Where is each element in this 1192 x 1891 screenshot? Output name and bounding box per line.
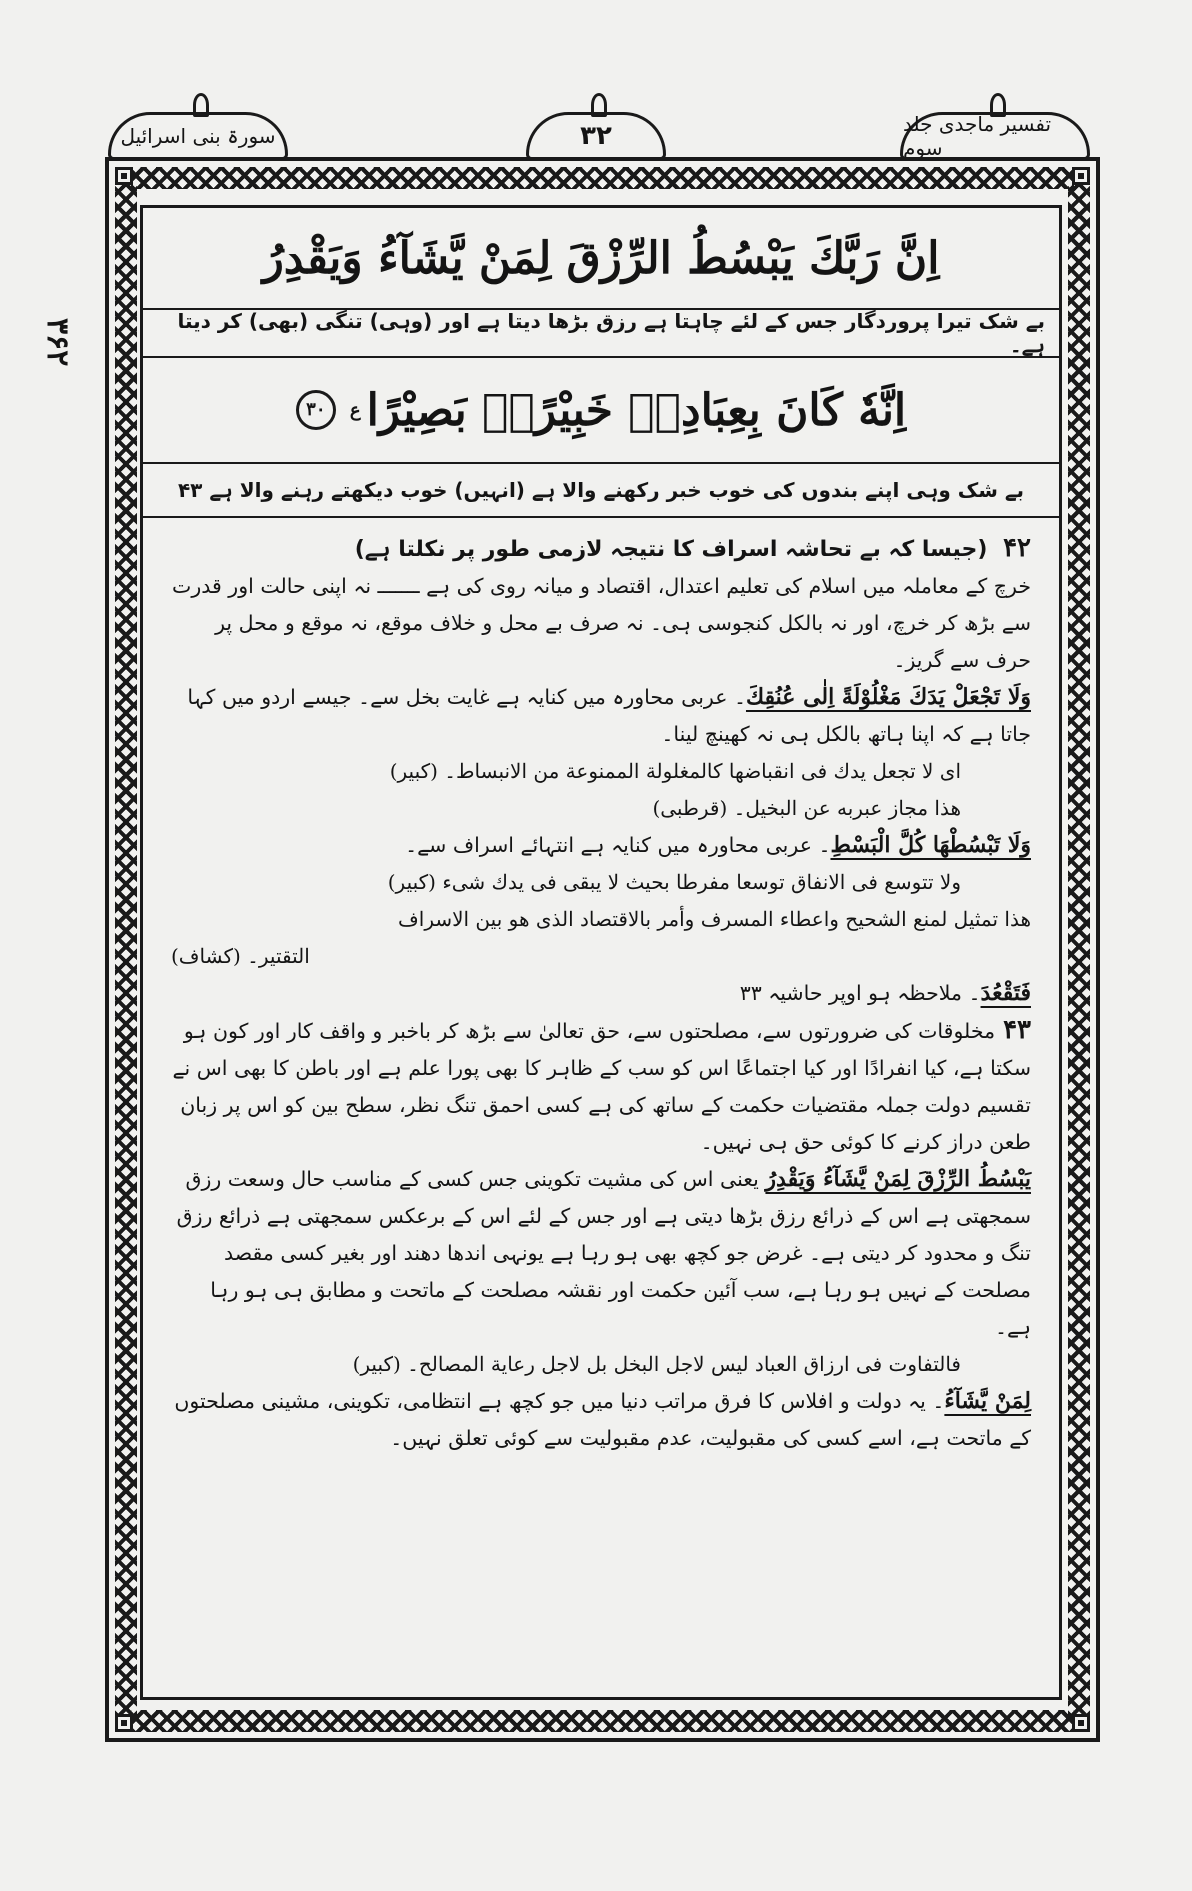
quran-phrase: فَتَقْعُدَ	[980, 980, 1031, 1006]
commentary-paragraph	[171, 1161, 1031, 1346]
commentary-text: ۔ عربی محاورہ میں کنایہ ہے غایت بخل سے۔ جیسے اردو میں کہا جاتا ہے کہ اپنا ہاتھ بالکل ہی نہ کھینچ لینا۔	[187, 685, 1031, 746]
verse-arabic	[143, 358, 1059, 464]
page-number: ۳۲	[580, 121, 612, 151]
commentary-text: ۔ ملاحظہ ہو اوپر حاشیہ ۳۳	[739, 981, 981, 1005]
commentary-paragraph	[171, 827, 1031, 864]
page-number-cartouche	[526, 112, 666, 160]
verse-arabic-text: اِنَّهٗ كَانَ بِعِبَادِهٖ خَبِيْرًاۢ بَصِيْرًا	[366, 384, 907, 436]
corner-ornament	[115, 1714, 133, 1732]
verse-number-badge: ۳۰	[296, 390, 336, 430]
verse-arabic-text: اِنَّ رَبَّكَ يَبْسُطُ الرِّزْقَ لِمَنْ يَّشَآءُ وَيَقْدِرُ	[262, 232, 940, 284]
commentary-paragraph: خرچ کے معاملہ میں اسلام کی تعلیم اعتدال، اقتصاد و میانہ روی کی ہے ـــــــ نہ اپنی حالت اور قدرت سے بڑھ کر خرچ، اور نہ بالکل کنجوسی ہی۔ نہ صرف بے محل و خلاف موقع، نہ موقع و محل پر حرف سے گریز۔	[172, 574, 1031, 672]
commentary-text: ۔ یہ دولت و افلاس کا فرق مراتب دنیا میں جو کچھ ہے انتظامی، تکوینی، مشینی مصلحتوں کے ماتحت ہے، اسے کسی کی مقبولیت، عدم مقبولیت سے کوئی تعلق نہیں۔	[174, 1389, 1031, 1450]
arabic-citation: ولا تتوسع فی الانفاق توسعا مفرطا بحیث لا یبقی فی یدك شیء (کبیر)	[387, 870, 961, 894]
commentary-paragraph	[171, 975, 1031, 1012]
quran-phrase: يَبْسُطُ الرِّزْقَ لِمَنْ يَّشَآءُ وَيَقْدِرُ	[765, 1166, 1031, 1192]
arabic-citation: ھذا تمثیل لمنع الشحیح واعطاء المسرف وأمر بالاقتصاد الذی ھو بین الاسراف	[398, 907, 1031, 931]
surah-name: سورۃ بنی اسرائیل	[120, 124, 276, 148]
note-heading-text: (جیسا کہ بے تحاشہ اسراف کا نتیجہ لازمی طور پر نکلتا ہے)	[354, 537, 988, 562]
verse-translation-text: بے شک وہی اپنے بندوں کی خوب خبر رکھنے والا ہے (انہیں) خوب دیکھتے رہنے والا ہے ۴۳	[177, 478, 1025, 502]
border-chain-left	[115, 183, 137, 1716]
quran-phrase: لِمَنْ يَّشَآءُ	[944, 1388, 1031, 1414]
page-content	[140, 205, 1062, 1700]
arabic-citation: فالتفاوت فی ارزاق العباد لیس لاجل البخل بل لاجل رعایة المصالح۔ (کبیر)	[352, 1352, 961, 1376]
commentary-paragraph	[171, 1383, 1031, 1457]
side-page-number: ۳۶۲	[40, 318, 75, 367]
commentary-text: مخلوقات کی ضرورتوں سے، مصلحتوں سے، حق تعالیٰ سے بڑھ کر باخبر و واقف کار اور کون ہو سکتا ہے، کیا انفرادًا اور کیا اجتماعًا اس کو سب کے ظاہر کا بھی پورا علم ہے اور باطن کا بھی اس نے تقسیم دولت جملہ مقتضیات حکمت کے ساتھ کی ہے کسی احمق تنگ نظر، سطح بین کو اس پر زبان طعن دراز کرنے کا کوئی حق ہی نہیں۔	[172, 1019, 1031, 1154]
corner-ornament	[115, 167, 133, 185]
arabic-citation: ھذا مجاز عبربه عن البخیل۔ (قرطبی)	[652, 796, 961, 820]
surah-name-cartouche	[108, 112, 288, 160]
commentary-text: ۔ عربی محاورہ میں کنایہ ہے انتہائے اسراف سے۔	[405, 833, 831, 857]
note-number: ۴۳	[1003, 1015, 1031, 1045]
commentary-paragraph	[171, 679, 1031, 753]
commentary-text: یعنی اس کی مشیت تکوینی جس کسی کے مناسب حال وسعت رزق سمجھتی ہے اس کے ذرائع رزق بڑھا دیتی ہے اور جس کے لئے اس کے برعکس سمجھتی ہے ذرائع رزق تنگ و محدود کر دیتی ہے۔ غرض جو کچھ بھی ہو رہا ہے یونہی اندھا دھند اور بغیر کسی مقصد مصلحت کے نہیں ہو رہا ہے، سب آئین حکمت اور نقشہ مصلحت کے ماتحت و مطابق ہی ہو رہا ہے۔	[176, 1167, 1031, 1339]
quran-phrase: وَلَا تَجْعَلْ يَدَكَ مَغْلُوْلَةً اِلٰى عُنُقِكَ	[745, 684, 1031, 710]
quran-phrase: وَلَا تَبْسُطْهَا كُلَّ الْبَسْطِ	[830, 832, 1031, 858]
rukuh-mark: ع	[349, 399, 361, 421]
border-chain-top	[131, 167, 1074, 189]
commentary-paragraph	[171, 1012, 1031, 1161]
arabic-citation: ای لا تجعل یدك فی انقباضھا كالمغلولة الممنوعة من الانبساط۔ (کبیر)	[389, 759, 961, 783]
verse-translation	[143, 310, 1059, 358]
verse-translation-text: بے شک تیرا پروردگار جس کے لئے چاہتا ہے رزق بڑھا دیتا ہے اور (وہی) تنگی (بھی) کر دیتا ہے۔	[177, 309, 1045, 357]
verse-translation	[143, 464, 1059, 518]
border-chain-right	[1068, 183, 1090, 1716]
note-heading	[171, 530, 1031, 568]
book-title: تفسیر ماجدی جلد سوم	[903, 112, 1052, 160]
border-chain-bottom	[131, 1710, 1074, 1732]
verse-arabic	[143, 208, 1059, 310]
book-title-cartouche	[900, 112, 1090, 160]
note-number: ۴۲	[1003, 533, 1031, 563]
corner-ornament	[1072, 1714, 1090, 1732]
commentary-section	[143, 518, 1059, 1457]
corner-ornament	[1072, 167, 1090, 185]
arabic-citation: التقتیر۔ (کشاف)	[171, 944, 310, 968]
